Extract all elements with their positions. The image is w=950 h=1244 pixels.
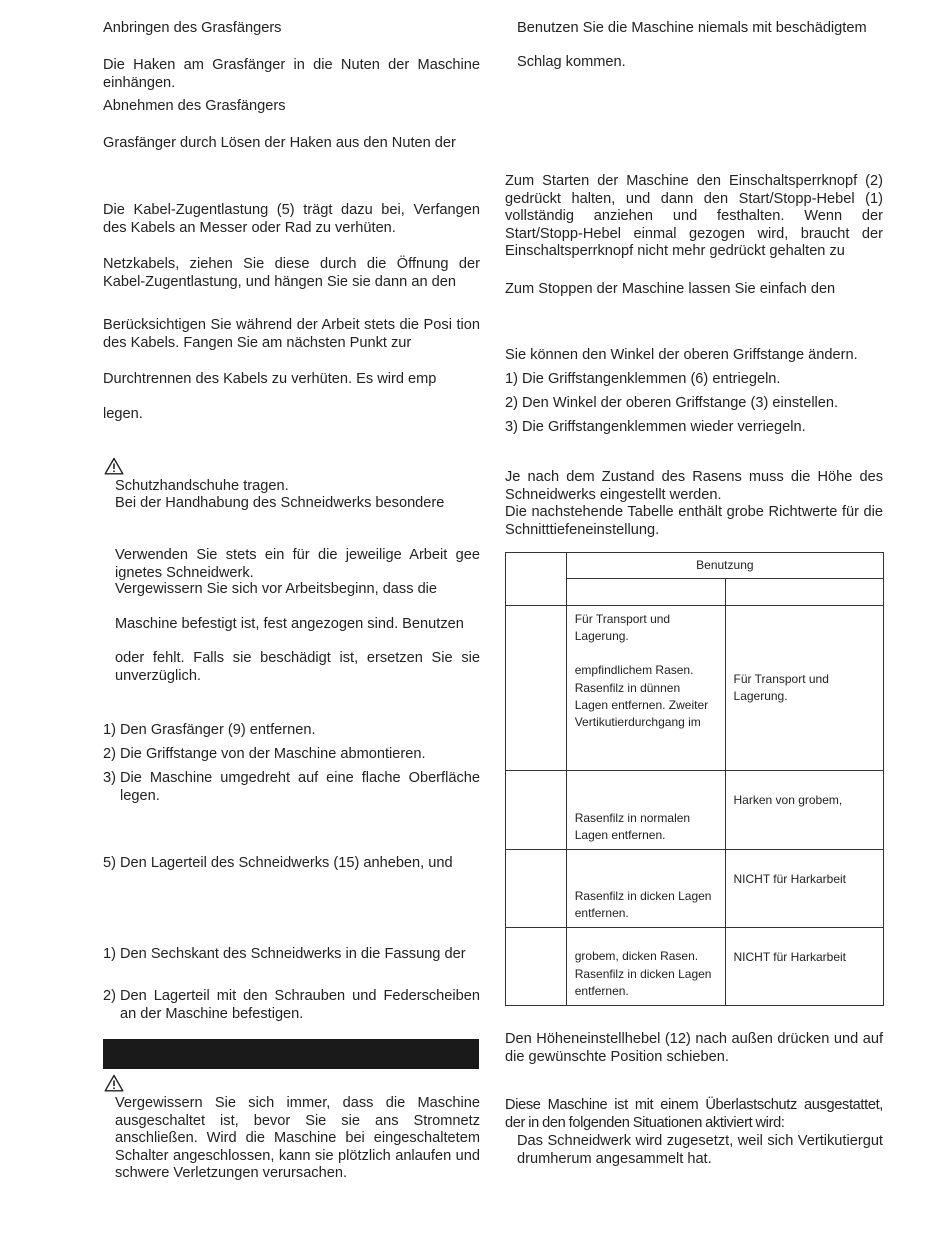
text-cable-routing: Netzkabels, ziehen Sie diese durch die Öffnung der Kabel-Zugentlastung, und hängen Sie sie dann an den — [103, 256, 480, 290]
warning-icon — [104, 1074, 124, 1092]
text-overload-protection: Diese Maschine ist mit einem Überlastschutz ausgestattet, der in den folgenden Situationen aktiviert wird: — [505, 1097, 883, 1131]
table-cell: NICHT für Harkarbeit — [725, 928, 883, 1006]
warning-replace: oder fehlt. Falls sie beschädigt ist, ersetzen Sie sie unverzüglich. — [115, 650, 480, 684]
text-start-machine: Zum Starten der Maschine den Einschaltsperrknopf (2) gedrückt halten, und dann den Start/Stopp-Hebel (1) vollständig anziehen und festhalten. Wenn der Start/Stopp-Hebel einmal gezogen wird, braucht der Einschaltsperrknopf nicht mehr gedrückt gehalten zu — [505, 173, 883, 259]
text-depth-adjust: Je nach dem Zustand des Rasens muss die Höhe des Schneidwerks eingestellt werden. — [505, 469, 883, 503]
table-cell: Für Transport und Lagerung. — [725, 606, 883, 771]
table-cell — [506, 606, 567, 771]
text-table-intro: Die nachstehende Tabelle enthält grobe Richtwerte für die Schnitttiefeneinstellung. — [505, 504, 883, 538]
text-cable-lay: legen. — [103, 406, 143, 422]
list-item: 5) Den Lagerteil des Schneidwerks (15) anheben, und — [103, 855, 453, 871]
cutting-depth-table — [505, 552, 884, 1006]
table-cell — [566, 579, 725, 606]
heading-remove-grass-catcher: Abnehmen des Grasfängers — [103, 98, 286, 114]
text-attach-grass-catcher: Die Haken am Grasfänger in die Nuten der Maschine einhängen. — [103, 57, 480, 91]
install-blade-step-2 — [103, 988, 480, 1023]
table-cell — [506, 771, 567, 850]
text-height-lever: Den Höheneinstellhebel (12) nach außen drücken und auf die gewünschte Position schieben. — [505, 1031, 883, 1065]
text-cable-position: Berücksichtigen Sie während der Arbeit stets die Posi tion des Kabels. Fangen Sie am nächsten Punkt zur — [103, 317, 480, 351]
table-row — [506, 771, 884, 850]
text-stop-machine: Zum Stoppen der Maschine lassen Sie einfach den — [505, 281, 836, 297]
text-overload-case: Das Schneidwerk wird zugesetzt, weil sich Vertikutiergut drumherum angesammelt hat. — [517, 1133, 883, 1167]
handle-angle-steps — [505, 371, 883, 437]
text-cable-strain-relief: Die Kabel-Zugentlastung (5) trägt dazu bei, Verfangen des Kabels an Messer oder Rad zu verhüten. — [103, 202, 480, 236]
table-cell: Rasenfilz in normalen Lagen entfernen. — [566, 771, 725, 850]
table-cell: Rasenfilz in dicken Lagen entfernen. — [566, 850, 725, 928]
table-row — [506, 553, 884, 579]
list-item: 2) Den Winkel der oberen Griffstange (3) einstellen. — [505, 395, 839, 411]
list-item: 1) Den Grasfänger (9) entfernen. — [103, 722, 316, 738]
table-cell: grobem, dicken Rasen. Rasenfilz in dicken Lagen entfernen. — [566, 928, 725, 1006]
table-cell: Harken von grobem, — [725, 771, 883, 850]
remove-blade-step-5 — [103, 855, 480, 873]
warning-fastened: Maschine befestigt ist, fest angezogen sind. Benutzen — [115, 616, 464, 632]
heading-attach-grass-catcher: Anbringen des Grasfängers — [103, 20, 282, 36]
list-item: 2) Den Lagerteil mit den Schrauben und Federscheiben an der Maschine befestigen. — [103, 988, 480, 1022]
warning-gloves: Schutzhandschuhe tragen. — [115, 478, 289, 494]
table-row — [506, 928, 884, 1006]
table-cell — [566, 606, 725, 771]
table-row — [506, 850, 884, 928]
section-heading-bar — [103, 1039, 479, 1069]
text-electric-shock: Schlag kommen. — [517, 54, 626, 70]
table-header-usage: Benutzung — [566, 553, 883, 579]
warning-icon — [104, 457, 124, 475]
list-item: 1) Die Griffstangenklemmen (6) entriegeln. — [505, 371, 781, 387]
table-cell: NICHT für Harkarbeit — [725, 850, 883, 928]
text-remove-grass-catcher: Grasfänger durch Lösen der Haken aus den Nuten der — [103, 135, 456, 151]
list-item: 2) Die Griffstange von der Maschine abmontieren. — [103, 746, 426, 762]
warning-handling-blade: Bei der Handhabung des Schneidwerks besondere — [115, 495, 445, 511]
warning-check-before-work: Vergewissern Sie sich vor Arbeitsbeginn, dass die — [115, 581, 438, 597]
table-cell — [725, 579, 883, 606]
list-item: 3) Die Maschine umgedreht auf eine flache Oberfläche legen. — [103, 770, 480, 804]
table-cell — [506, 928, 567, 1006]
text-cable-cutting: Durchtrennen des Kabels zu verhüten. Es wird emp — [103, 371, 437, 387]
cell-text: Für Transport und Lagerung. — [574, 612, 671, 644]
text-handle-angle: Sie können den Winkel der oberen Griffstange ändern. — [505, 347, 858, 363]
warning-suitable-blade: Verwenden Sie stets ein für die jeweilige Arbeit gee ignetes Schneidwerk. — [115, 547, 480, 581]
remove-blade-steps — [103, 722, 480, 805]
warning-switch-off: Vergewissern Sie sich immer, dass die Maschine ausgeschaltet ist, bevor Sie sie ans Stromnetz anschließen. Wird die Maschine bei eingeschaltetem Schalter angeschlossen, kann sie plötzlich anlaufen und schwere Verletzungen verursachen. — [115, 1095, 480, 1181]
table-cell — [506, 850, 567, 928]
install-blade-step-1 — [103, 946, 480, 964]
text-never-use-damaged: Benutzen Sie die Maschine niemals mit beschädigtem — [517, 20, 867, 36]
table-row — [506, 606, 884, 771]
table-cell — [506, 553, 567, 606]
list-item: 1) Den Sechskant des Schneidwerks in die Fassung der — [103, 946, 466, 962]
list-item: 3) Die Griffstangenklemmen wieder verriegeln. — [505, 419, 806, 435]
cell-text: empfindlichem Rasen. Rasenfilz in dünnen Lagen entfernen. Zweiter Vertikutierdurchgang im — [574, 663, 709, 730]
